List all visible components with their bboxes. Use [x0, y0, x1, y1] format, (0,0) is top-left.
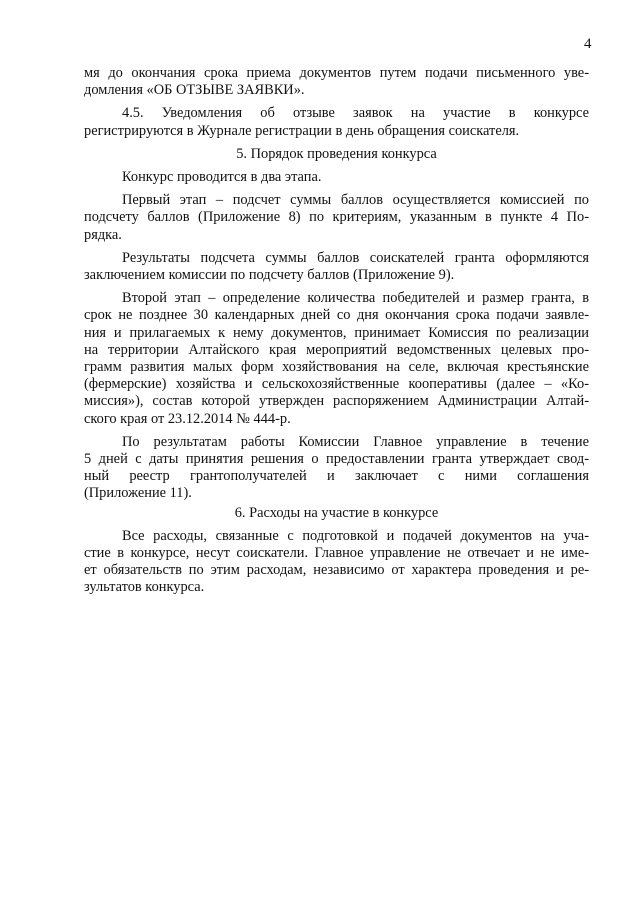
paragraph	[84, 169, 589, 186]
paragraph	[84, 65, 589, 99]
text-line: миссия»), состав которой утвержден распоряжением Администрации Алтай-	[84, 393, 589, 410]
text-line: Конкурс проводится в два этапа.	[122, 169, 322, 186]
text-line: 4.5. Уведомления об отзыве заявок на участие в конкурсе	[122, 105, 589, 122]
paragraph	[84, 434, 589, 503]
paragraph	[84, 290, 589, 428]
text-line: зультатов конкурса.	[84, 579, 205, 596]
text-line: регистрируются в Журнале регистрации в день обращения соискателя.	[84, 122, 520, 139]
text-line: мя до окончания срока приема документов путем подачи письменного уве-	[84, 65, 589, 81]
text-line: ный реестр грантополучателей и заключает с ними соглашения	[84, 468, 589, 485]
text-line: подсчету баллов (Приложение 8) по критериям, указанным в пункте 4 По-	[84, 209, 589, 226]
text-line: на территории Алтайского края мероприятий ведомственных целевых про-	[84, 341, 589, 358]
text-line: Результаты подсчета суммы баллов соискателей гранта оформляются	[122, 249, 589, 266]
text-line: Первый этап – подсчет суммы баллов осуществляется комиссией по	[122, 192, 589, 209]
text-line: (фермерские) хозяйства и сельскохозяйственные кооперативы (далее – «Ко-	[84, 376, 589, 393]
text-line: домления «ОБ ОТЗЫВЕ ЗАЯВКИ».	[84, 82, 305, 99]
paragraph	[84, 105, 589, 139]
text-line: ет обязательств по этим расходам, независимо от характера проведения и ре-	[84, 562, 589, 579]
section-heading: 6. Расходы на участие в конкурсе	[234, 504, 439, 521]
text-line: грамм развития малых форм хозяйствования на селе, включая крестьянские	[84, 359, 589, 376]
page-number: 4	[584, 36, 592, 52]
text-line: стие в конкурсе, несут соискатели. Главное управление не отвечает и не име-	[84, 545, 589, 562]
text-line: рядка.	[84, 226, 122, 243]
text-line: По результатам работы Комиссии Главное управление в течение	[122, 433, 589, 450]
text-line: заключением комиссии по подсчету баллов (Приложение 9).	[84, 267, 455, 284]
section-heading: 5. Порядок проведения конкурса	[236, 145, 437, 162]
text-line: (Приложение 11).	[84, 485, 192, 502]
paragraph	[84, 250, 589, 284]
document-body	[84, 65, 589, 597]
text-line: Все расходы, связанные с подготовкой и подачей документов на уча-	[122, 527, 589, 544]
text-line: 5 дней с даты принятия решения о предоставлении гранта утверждает свод-	[84, 451, 589, 468]
text-line: ского края от 23.12.2014 № 444-р.	[84, 410, 291, 427]
text-line: срок не позднее 30 календарных дней со дня окончания срока подачи заявле-	[84, 307, 589, 324]
paragraph	[84, 528, 589, 597]
text-line: Второй этап – определение количества победителей и размер гранта, в	[122, 290, 589, 307]
text-line: ния и прилагаемых к нему документов, принимает Комиссия по реализации	[84, 324, 589, 341]
paragraph	[84, 192, 589, 244]
